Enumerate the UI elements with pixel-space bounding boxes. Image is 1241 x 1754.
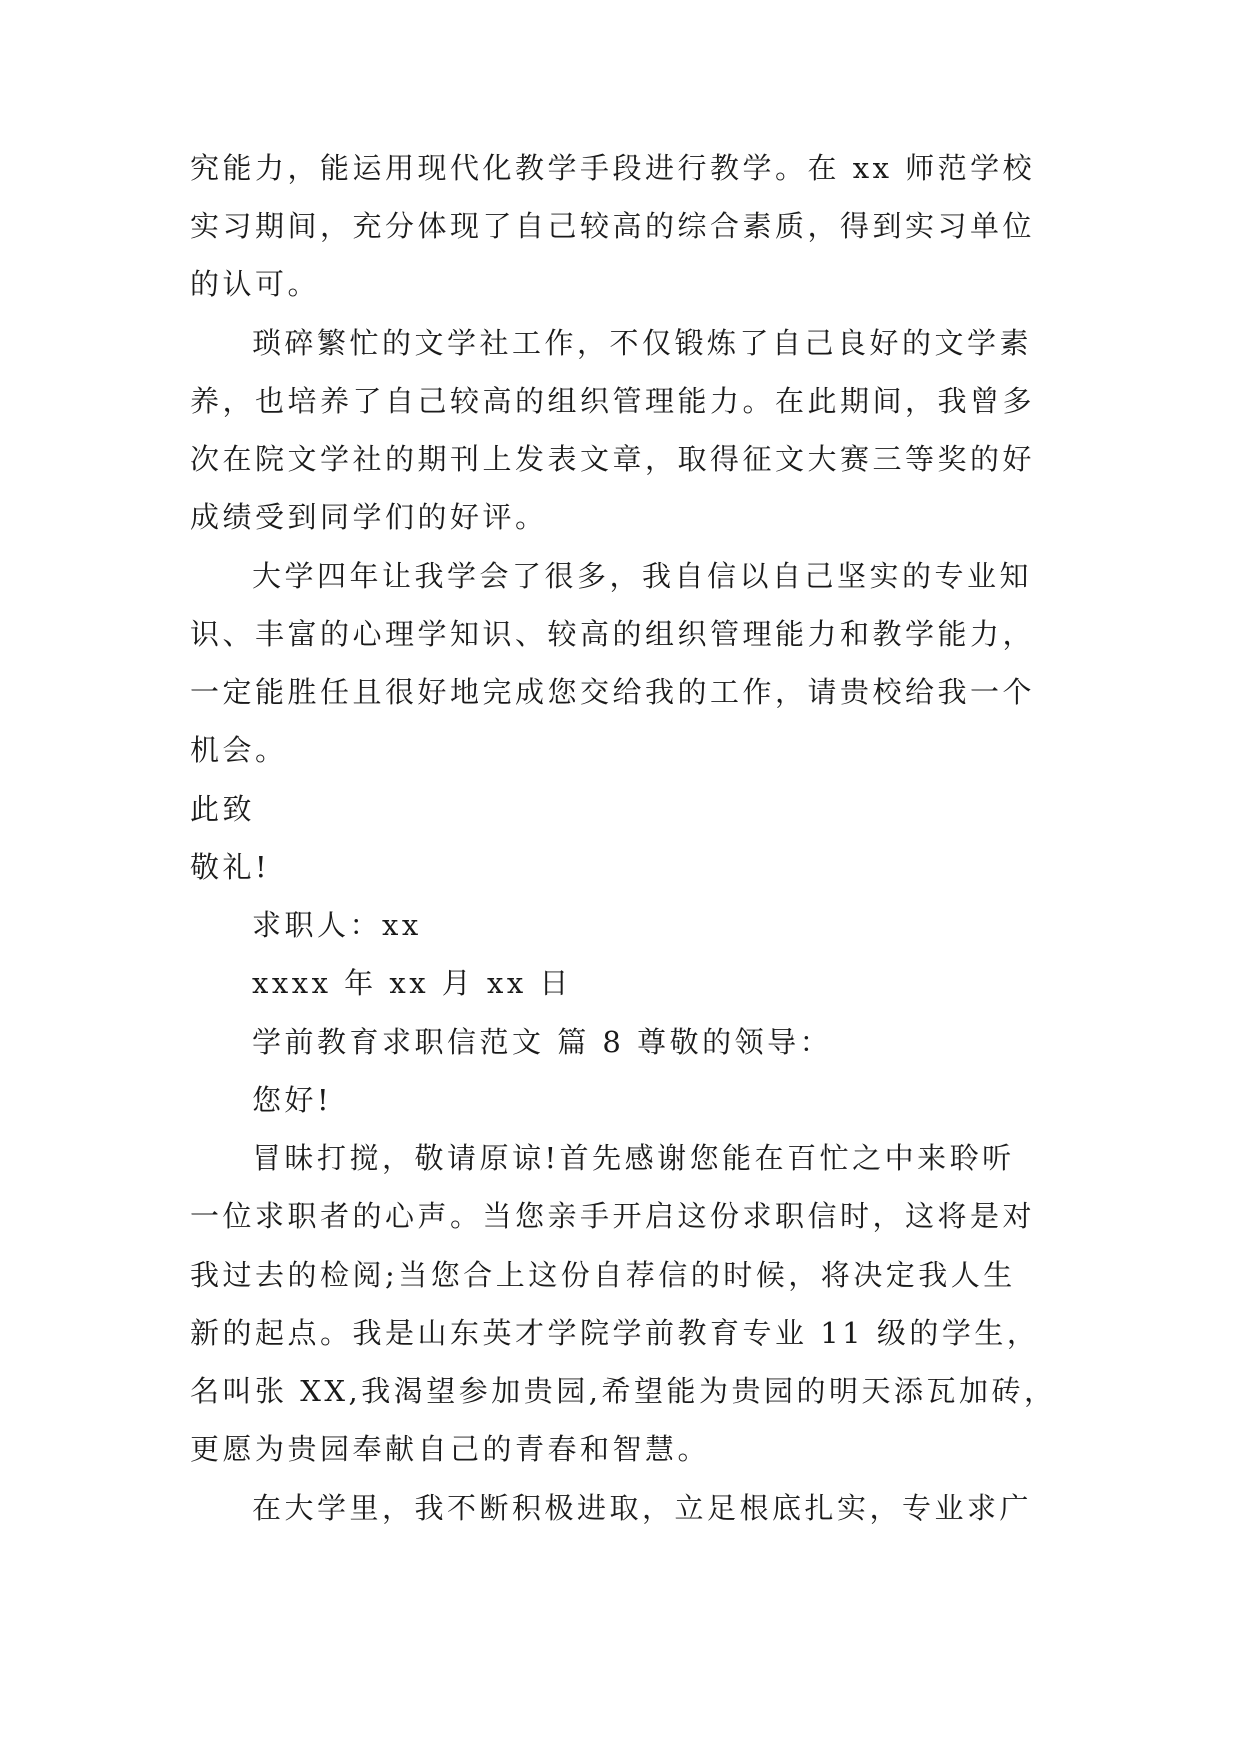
section-heading: 学前教育求职信范文 篇 8 尊敬的领导： bbox=[252, 1025, 833, 1059]
text-line: 次在院文学社的期刊上发表文章，取得征文大赛三等奖的好 bbox=[190, 442, 1036, 476]
text-line: 一位求职者的心声。当您亲手开启这份求职信时，这将是对 bbox=[190, 1199, 1036, 1233]
text-line: 机会。 bbox=[190, 733, 288, 767]
text-line: 一定能胜任且很好地完成您交给我的工作，请贵校给我一个 bbox=[190, 675, 1036, 709]
date-line: xxxx 年 xx 月 xx 日 bbox=[252, 966, 572, 1000]
closing-line: 此致 bbox=[190, 792, 256, 826]
paragraph-start-line: 大学四年让我学会了很多，我自信以自己坚实的专业知 bbox=[252, 559, 1033, 593]
text-line: 识、丰富的心理学知识、较高的组织管理能力和教学能力， bbox=[190, 617, 1036, 651]
paragraph-start-line: 冒昧打搅，敬请原谅!首先感谢您能在百忙之中来聆听 bbox=[252, 1141, 1015, 1175]
text-line: 究能力，能运用现代化教学手段进行教学。在 xx 师范学校 bbox=[190, 151, 1036, 185]
salute-line: 敬礼! bbox=[190, 850, 271, 884]
signature-line: 求职人：xx bbox=[252, 908, 422, 942]
text-line: 的认可。 bbox=[190, 267, 321, 301]
text-line: 名叫张 XX,我渴望参加贵园,希望能为贵园的明天添瓦加砖， bbox=[190, 1374, 1057, 1408]
paragraph-start-line: 在大学里，我不断积极进取，立足根底扎实，专业求广 bbox=[252, 1491, 1033, 1525]
greeting-line: 您好! bbox=[252, 1083, 333, 1117]
text-line: 养，也培养了自己较高的组织管理能力。在此期间，我曾多 bbox=[190, 384, 1036, 418]
text-line: 实习期间，充分体现了自己较高的综合素质，得到实习单位 bbox=[190, 209, 1036, 243]
text-line: 更愿为贵园奉献自己的青春和智慧。 bbox=[190, 1432, 711, 1466]
text-line: 成绩受到同学们的好评。 bbox=[190, 500, 548, 534]
text-line: 新的起点。我是山东英才学院学前教育专业 11 级的学生， bbox=[190, 1316, 1040, 1350]
text-line: 我过去的检阅;当您合上这份自荐信的时候，将决定我人生 bbox=[190, 1258, 1016, 1292]
paragraph-start-line: 琐碎繁忙的文学社工作，不仅锻炼了自己良好的文学素 bbox=[252, 326, 1033, 360]
